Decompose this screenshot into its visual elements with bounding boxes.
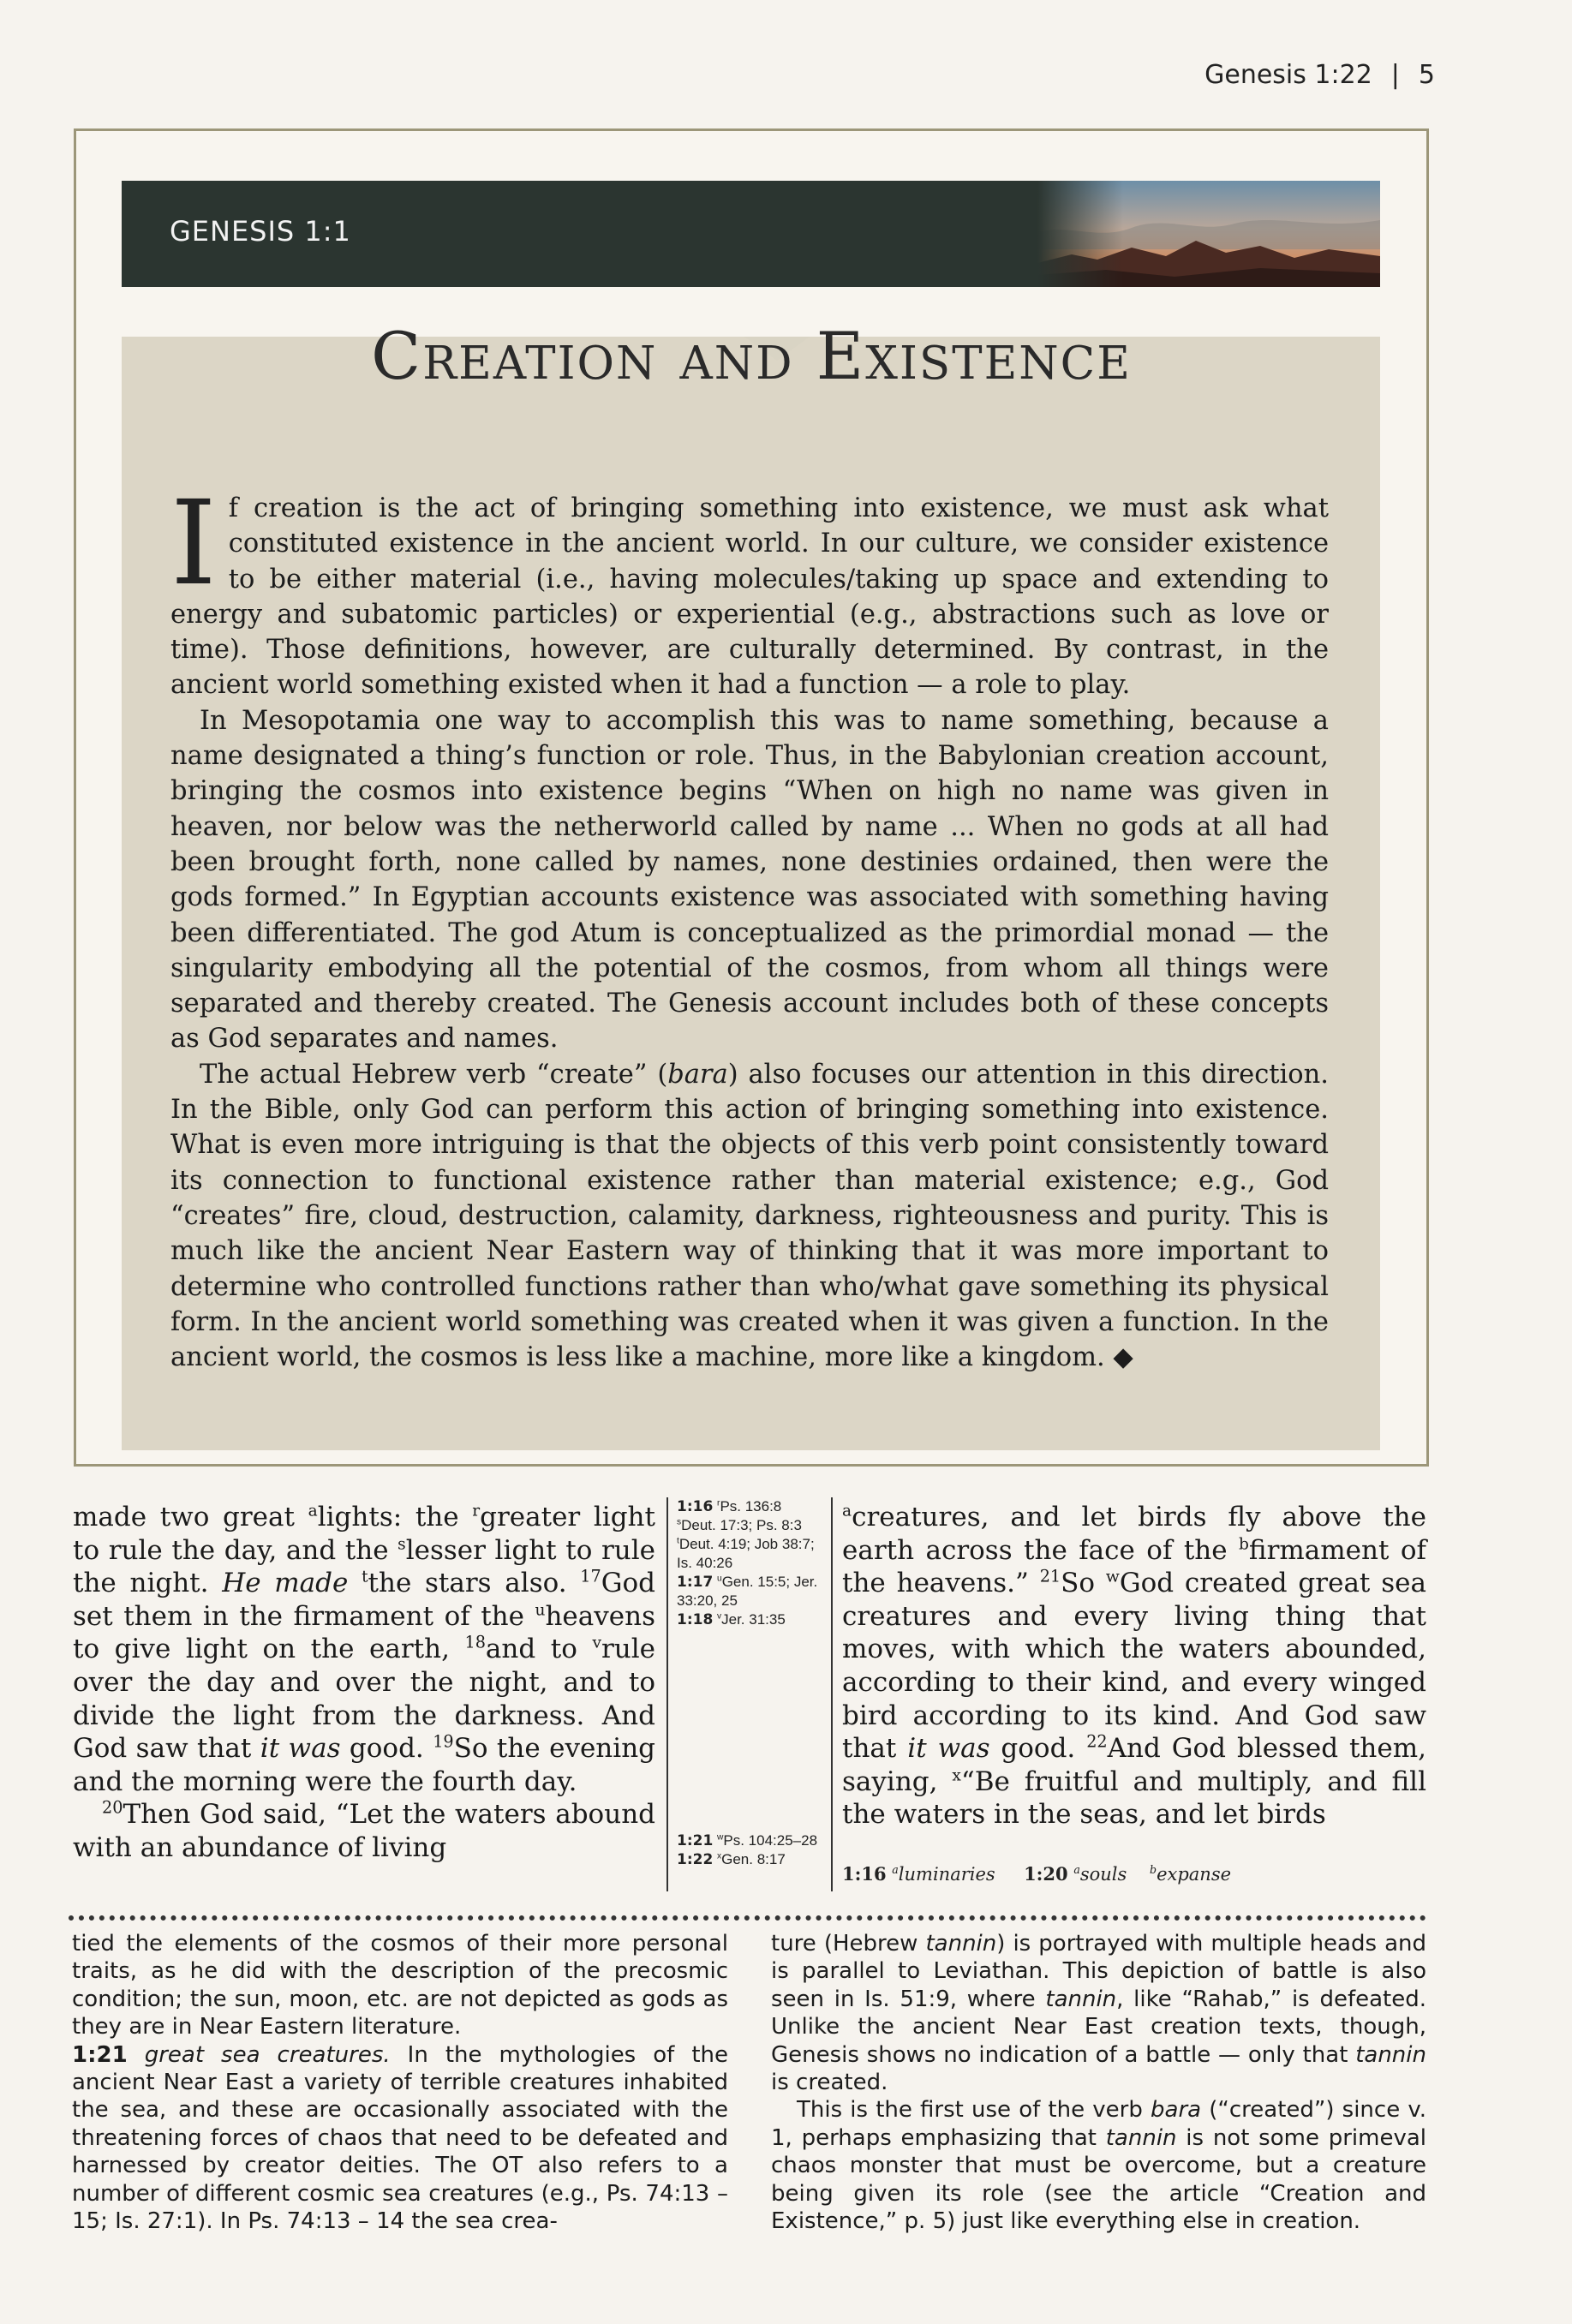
sunset-landscape-image — [1037, 181, 1380, 287]
running-header — [1204, 60, 1435, 90]
study-note-paragraph: This is the first use of the verb bara (“created”) since v. 1, perhaps emphasizing that tannin is not some primeval chaos monster that must be overcome, but a creature being given its role (see the article “Creation and Existence,” p. 5) just like everything else in creation. — [771, 2097, 1426, 2235]
study-notes-left — [72, 1930, 728, 2235]
study-notes-right — [771, 1930, 1426, 2235]
cross-reference: $^t$Deut. 4:19; Job 38:7; Is. 40:26 — [677, 1536, 815, 1571]
scripture-paragraph: $^a$creatures, and let birds fly above the earth across the face of the $^b$firmament of the heavens.” $^{21}$So $^w$God created great sea creatures and every living thing that moves, with which the waters abounded, according to their kind, and every winged bird according to its kind. And God saw that it was good. $^{22}$And God blessed them, saying, $^x$“Be fruitful and multiply, and fill the waters in the seas, and let birds — [842, 1502, 1426, 1831]
scripture-column-left — [73, 1501, 655, 1865]
dotted-divider — [69, 1915, 1426, 1921]
cross-reference: 1:17 $^u$Gen. 15:5; Jer. 33:20, 25 — [677, 1574, 818, 1609]
verse-number: 19 — [433, 1731, 454, 1752]
article-banner — [122, 181, 1380, 287]
verse-number: 20 — [102, 1798, 123, 1819]
banner-label: GENESIS 1:1 — [170, 215, 351, 248]
cross-reference: 1:21 $^w$Ps. 104:25–28 — [677, 1832, 818, 1849]
header-reference: Genesis 1:22 — [1204, 60, 1372, 90]
verse-number: 22 — [1086, 1731, 1108, 1752]
study-note-paragraph: tied the elements of the cosmos of their more personal traits, as he did with the description of the precosmic condition; the sun, moon, etc. are not depicted as gods as they are in Near Eastern literature. — [72, 1931, 728, 2040]
verse-number: 17 — [580, 1566, 601, 1586]
drop-cap: I — [170, 476, 217, 612]
scripture-paragraph: $^{20}$Then God said, “Let the waters abound with an abundance of living — [73, 1798, 655, 1863]
header-separator: | — [1390, 60, 1400, 90]
article-paragraph: The actual Hebrew verb “create” (bara) also focuses our attention in this direction. In the Bible, only God can perform this action of bringing something into existence. What is even more intriguing is that the objects of this verb point consistently toward its connection to functional existence rather than material existence; e.g., God “creates” fire, cloud, destruction, calamity, darkness, righteousness and purity. This is much like the ancient Near Eastern way of thinking that it was more important to determine who controlled functions rather than who/what gave something its physical form. In the ancient world something was created when it was given a function. In the ancient world, the cosmos is less like a machine, more like a kingdom. ◆ — [170, 1059, 1329, 1373]
article-title: Creation and Existence — [371, 318, 1132, 394]
verse-number: 18 — [464, 1633, 486, 1653]
note-reference: 1:21 — [72, 2041, 128, 2068]
cross-reference-bottom-group — [677, 1831, 831, 1869]
cross-reference: 1:22 $^x$Gen. 8:17 — [677, 1851, 786, 1868]
cross-reference: 1:18 $^v$Jer. 31:35 — [677, 1611, 786, 1628]
cross-reference: $^s$Deut. 17:3; Ps. 8:3 — [677, 1517, 802, 1533]
verse-number: 21 — [1039, 1566, 1061, 1586]
note-term: great sea creatures. — [144, 2041, 391, 2068]
article-body — [170, 476, 1329, 1375]
article-paragraph: If creation is the act of bringing something into existence, we must ask what constituted existence in the ancient world. In our culture, we consider existence to be either material (i.e., having molecules/taking up space and extending to energy and subatomic particles) or experiential (e.g., abstractions such as love or time). Those definitions, however, are culturally determined. By contrast, in the ancient world something existed when it had a function — a role to play. — [170, 476, 1329, 701]
scripture-paragraph: made two great $^a$lights: the $^r$greater light to rule the day, and the $^s$lesser light to rule the night. He made $^t$the stars also. $^{17}$God set them in the firmament of the $^u$heavens to give light on the earth, $^{18}$and to $^v$rule over the day and over the night, and to divide the light from the darkness. And God saw that it was good. $^{19}$So the evening and the morning were the fourth day. — [73, 1502, 656, 1797]
article-box — [74, 128, 1429, 1467]
end-mark-icon: ◆ — [1113, 1342, 1133, 1373]
article-paragraph: In Mesopotamia one way to accomplish this was to name something, because a name designated a thing’s function or role. Thus, in the Babylonian creation account, bringing the cosmos into existence begins “When on high no name was given in heaven, nor below was the netherworld called by name ... When no gods at all had been brought forth, none called by names, none destinies ordained, then were the gods formed.” In Egyptian accounts existence was associated with something having been differentiated. The god Atum is conceptualized as the primordial monad — the singularity embodying all the potential of the cosmos, from whom all things were separated and thereby created. The Genesis account includes both of these concepts as God separates and names. — [170, 705, 1329, 1054]
study-note-paragraph: 1:21 great sea creatures. In the mythologies of the ancient Near East a variety of terrible creatures inhabited the sea, and these are occasionally associated with the threatening forces of chaos that need to be defeated and harnessed by creator deities. The OT also refers to a number of different cosmic sea creatures (e.g., Ps. 74:13 – 15; Is. 27:1). In Ps. 74:13 – 14 the sea crea- — [72, 2041, 729, 2235]
translation-footnotes: 1:16 $^a$luminaries 1:20 $^a$souls $^b$expanse — [842, 1863, 1232, 1885]
scripture-column-right — [842, 1501, 1426, 1831]
page-number: 5 — [1418, 60, 1435, 90]
cross-reference-column — [666, 1497, 833, 1891]
cross-reference: 1:16 $^r$Ps. 136:8 — [677, 1498, 782, 1515]
study-note-paragraph: ture (Hebrew tannin) is portrayed with multiple heads and is parallel to Leviathan. This depiction of battle is also seen in Is. 51:9, where tannin, like “Rahab,” is defeated. Unlike the ancient Near East creation texts, though, Genesis shows no indication of a battle — only that tannin is created. — [771, 1931, 1426, 2096]
